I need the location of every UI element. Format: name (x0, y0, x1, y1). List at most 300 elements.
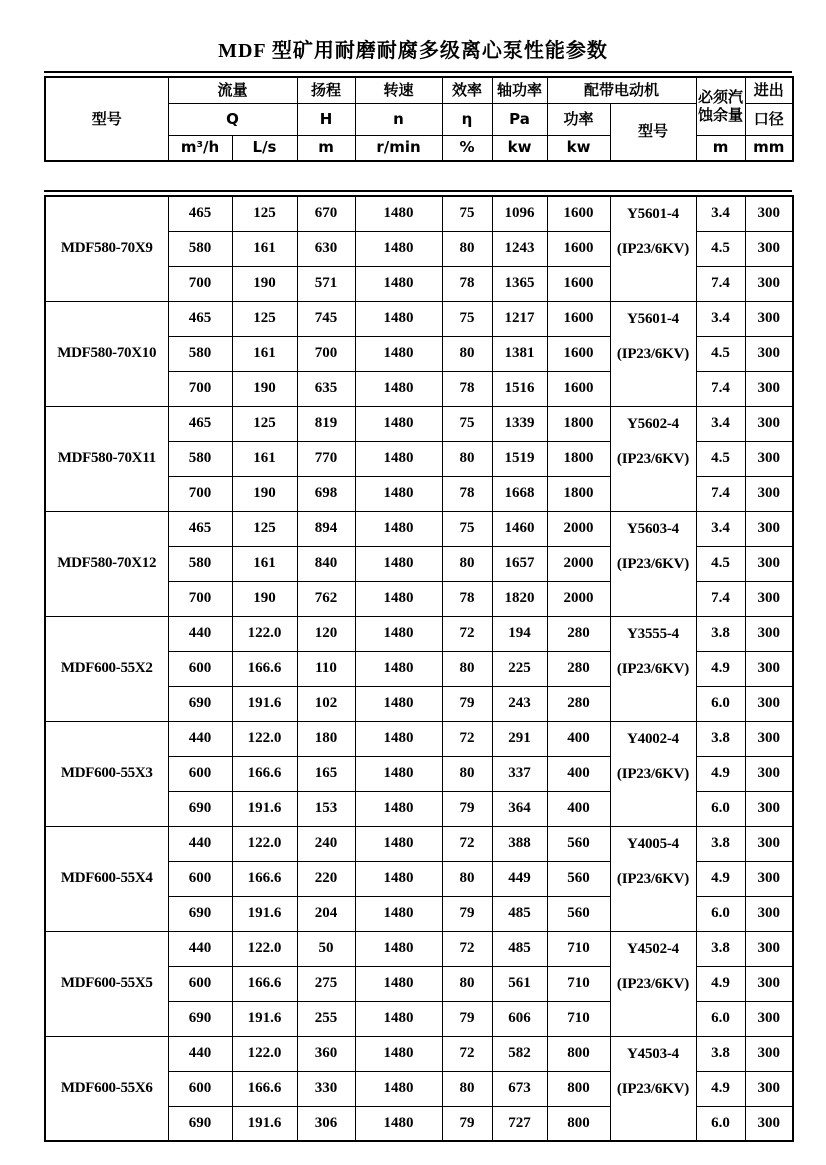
speed-cell: 1480 (355, 651, 442, 686)
motor-model: Y4005-4 (627, 835, 679, 852)
head-cell: 240 (297, 826, 355, 861)
head-cell: 698 (297, 476, 355, 511)
head-cell: 330 (297, 1071, 355, 1106)
port-cell: 300 (745, 721, 793, 756)
flow-m3h-cell: 690 (168, 686, 232, 721)
pump-model-cell: MDF580-70X11 (45, 406, 168, 511)
data-row (45, 826, 793, 861)
flow-m3h-cell: 690 (168, 1106, 232, 1141)
efficiency-cell: 79 (442, 896, 492, 931)
flow-ls-cell: 166.6 (232, 651, 297, 686)
speed-cell: 1480 (355, 896, 442, 931)
npsh-cell: 3.8 (696, 721, 745, 756)
npsh-cell: 6.0 (696, 896, 745, 931)
npsh-cell: 7.4 (696, 581, 745, 616)
flow-ls-cell: 122.0 (232, 1036, 297, 1071)
motor-power-cell: 280 (547, 616, 610, 651)
motor-power-cell: 1600 (547, 301, 610, 336)
header-table (44, 76, 794, 162)
shaft-power-cell: 1516 (492, 371, 547, 406)
head-cell: 762 (297, 581, 355, 616)
npsh-cell: 3.4 (696, 301, 745, 336)
double-rule-top-header (44, 71, 792, 73)
npsh-cell: 3.4 (696, 406, 745, 441)
flow-m3h-cell: 440 (168, 1036, 232, 1071)
head-symbol: H (297, 103, 355, 135)
head-cell: 220 (297, 861, 355, 896)
shaft-power-cell: 1820 (492, 581, 547, 616)
shaft-power-cell: 1657 (492, 546, 547, 581)
flow-ls-cell: 125 (232, 196, 297, 231)
efficiency-cell: 80 (442, 651, 492, 686)
head-cell: 571 (297, 266, 355, 301)
efficiency-cell: 78 (442, 476, 492, 511)
data-row (45, 721, 793, 756)
flow-m3h-cell: 465 (168, 196, 232, 231)
efficiency-cell: 80 (442, 756, 492, 791)
flow-m3h-cell: 580 (168, 231, 232, 266)
efficiency-cell: 79 (442, 1001, 492, 1036)
motor-spec: (IP23/6KV) (616, 241, 690, 257)
head-cell: 630 (297, 231, 355, 266)
shaft-power-cell: 225 (492, 651, 547, 686)
col-header-shaft-power: 轴功率 (492, 77, 547, 103)
shaft-power-cell: 1519 (492, 441, 547, 476)
pump-model-cell: MDF600-55X2 (45, 616, 168, 721)
motor-power-cell: 280 (547, 651, 610, 686)
motor-power-cell: 1600 (547, 196, 610, 231)
motor-power-cell: 400 (547, 756, 610, 791)
efficiency-cell: 80 (442, 1071, 492, 1106)
port-cell: 300 (745, 196, 793, 231)
motor-power-cell: 560 (547, 861, 610, 896)
motor-model-label: 型号 (610, 103, 696, 161)
port-cell: 300 (745, 511, 793, 546)
npsh-cell: 4.5 (696, 441, 745, 476)
npsh-cell: 4.9 (696, 861, 745, 896)
shaft-power-cell: 582 (492, 1036, 547, 1071)
head-cell: 204 (297, 896, 355, 931)
motor-power-label: 功率 (547, 103, 610, 135)
double-rule-top-body (44, 190, 792, 192)
motor-power-cell: 400 (547, 791, 610, 826)
head-cell: 165 (297, 756, 355, 791)
port-cell: 300 (745, 791, 793, 826)
port-cell: 300 (745, 686, 793, 721)
motor-model: Y5601-4 (627, 310, 679, 327)
motor-power-cell: 400 (547, 721, 610, 756)
flow-m3h-cell: 440 (168, 931, 232, 966)
flow-m3h-cell: 700 (168, 266, 232, 301)
motor-model-cell (610, 511, 696, 616)
efficiency-cell: 72 (442, 826, 492, 861)
motor-model: Y5603-4 (627, 520, 679, 537)
npsh-cell: 3.8 (696, 1036, 745, 1071)
efficiency-cell: 75 (442, 511, 492, 546)
page-title: MDF 型矿用耐磨耐腐多级离心泵性能参数 (218, 40, 608, 62)
speed-cell: 1480 (355, 336, 442, 371)
efficiency-cell: 75 (442, 406, 492, 441)
speed-cell: 1480 (355, 371, 442, 406)
npsh-cell: 6.0 (696, 686, 745, 721)
pump-model-cell: MDF580-70X10 (45, 301, 168, 406)
data-row (45, 931, 793, 966)
flow-m3h-cell: 580 (168, 336, 232, 371)
motor-power-cell: 560 (547, 896, 610, 931)
flow-m3h-cell: 465 (168, 406, 232, 441)
speed-cell: 1480 (355, 406, 442, 441)
flow-ls-cell: 122.0 (232, 721, 297, 756)
speed-cell: 1480 (355, 616, 442, 651)
motor-model-cell (610, 826, 696, 931)
flow-ls-cell: 161 (232, 336, 297, 371)
flow-m3h-cell: 600 (168, 756, 232, 791)
flow-ls-cell: 166.6 (232, 1071, 297, 1106)
head-cell: 894 (297, 511, 355, 546)
head-cell: 50 (297, 931, 355, 966)
unit-m: m (297, 135, 355, 161)
head-cell: 635 (297, 371, 355, 406)
head-cell: 306 (297, 1106, 355, 1141)
pump-model-cell: MDF600-55X3 (45, 721, 168, 826)
speed-cell: 1480 (355, 1036, 442, 1071)
shaft-power-cell: 1243 (492, 231, 547, 266)
efficiency-cell: 80 (442, 231, 492, 266)
npsh-cell: 4.9 (696, 756, 745, 791)
flow-m3h-cell: 690 (168, 1001, 232, 1036)
flow-m3h-cell: 440 (168, 826, 232, 861)
flow-ls-cell: 191.6 (232, 1106, 297, 1141)
port-cell: 300 (745, 581, 793, 616)
port-cell: 300 (745, 896, 793, 931)
flow-m3h-cell: 690 (168, 791, 232, 826)
shaft-power-cell: 1096 (492, 196, 547, 231)
flow-ls-cell: 190 (232, 371, 297, 406)
body-table-wrap (44, 190, 792, 1142)
speed-cell: 1480 (355, 266, 442, 301)
efficiency-cell: 79 (442, 686, 492, 721)
npsh-cell: 3.4 (696, 511, 745, 546)
flow-ls-cell: 191.6 (232, 686, 297, 721)
col-header-flow: 流量 (168, 77, 297, 103)
unit-kw-shaft: kw (492, 135, 547, 161)
speed-symbol: n (355, 103, 442, 135)
data-row (45, 301, 793, 336)
data-row (45, 1036, 793, 1071)
flow-ls-cell: 190 (232, 476, 297, 511)
npsh-cell: 3.8 (696, 931, 745, 966)
npsh-cell: 4.5 (696, 336, 745, 371)
motor-power-cell: 560 (547, 826, 610, 861)
speed-cell: 1480 (355, 721, 442, 756)
port-cell: 300 (745, 826, 793, 861)
motor-power-cell: 1800 (547, 476, 610, 511)
flow-ls-cell: 166.6 (232, 966, 297, 1001)
col-header-efficiency: 效率 (442, 77, 492, 103)
efficiency-cell: 79 (442, 1106, 492, 1141)
port-cell: 300 (745, 1036, 793, 1071)
efficiency-cell: 80 (442, 861, 492, 896)
flow-m3h-cell: 700 (168, 581, 232, 616)
npsh-cell: 4.9 (696, 651, 745, 686)
unit-ls: L/s (232, 135, 297, 161)
motor-spec: (IP23/6KV) (616, 450, 690, 467)
motor-model-cell (610, 616, 696, 721)
unit-rmin: r/min (355, 135, 442, 161)
efficiency-cell: 80 (442, 546, 492, 581)
motor-power-cell: 710 (547, 966, 610, 1001)
motor-model: Y4503-4 (627, 1045, 679, 1062)
port-cell: 300 (745, 931, 793, 966)
efficiency-cell: 72 (442, 1036, 492, 1071)
motor-power-cell: 800 (547, 1106, 610, 1141)
motor-power-cell: 800 (547, 1071, 610, 1106)
shaft-power-cell: 727 (492, 1106, 547, 1141)
speed-cell: 1480 (355, 196, 442, 231)
shaft-power-cell: 364 (492, 791, 547, 826)
shaft-power-cell: 291 (492, 721, 547, 756)
head-cell: 110 (297, 651, 355, 686)
unit-percent: % (442, 135, 492, 161)
port-cell: 300 (745, 371, 793, 406)
data-table (44, 195, 794, 1142)
flow-m3h-cell: 600 (168, 861, 232, 896)
motor-power-cell: 1800 (547, 406, 610, 441)
motor-spec: (IP23/6KV) (616, 765, 690, 782)
npsh-cell: 4.5 (696, 546, 745, 581)
motor-power-cell: 1600 (547, 371, 610, 406)
pump-model-cell: MDF600-55X5 (45, 931, 168, 1036)
speed-cell: 1480 (355, 1106, 442, 1141)
npsh-cell: 3.8 (696, 826, 745, 861)
speed-cell: 1480 (355, 791, 442, 826)
motor-spec: (IP23/6KV) (616, 345, 690, 362)
flow-ls-cell: 190 (232, 581, 297, 616)
speed-cell: 1480 (355, 756, 442, 791)
port-cell: 300 (745, 441, 793, 476)
shaft-power-cell: 485 (492, 931, 547, 966)
efficiency-cell: 80 (442, 441, 492, 476)
speed-cell: 1480 (355, 861, 442, 896)
npsh-cell: 4.5 (696, 231, 745, 266)
motor-model: Y5601-4 (627, 206, 679, 222)
col-header-motor: 配带电动机 (547, 77, 696, 103)
motor-power-cell: 2000 (547, 581, 610, 616)
flow-m3h-cell: 440 (168, 616, 232, 651)
head-cell: 670 (297, 196, 355, 231)
flow-ls-cell: 190 (232, 266, 297, 301)
flow-ls-cell: 161 (232, 231, 297, 266)
motor-spec: (IP23/6KV) (616, 660, 690, 677)
shaft-power-cell: 1460 (492, 511, 547, 546)
shaft-power-cell: 561 (492, 966, 547, 1001)
flow-m3h-cell: 700 (168, 371, 232, 406)
pump-model-cell: MDF580-70X12 (45, 511, 168, 616)
motor-power-cell: 710 (547, 1001, 610, 1036)
motor-model: Y5602-4 (627, 415, 679, 432)
motor-power-cell: 2000 (547, 511, 610, 546)
port-cell: 300 (745, 756, 793, 791)
shaft-power-cell: 1217 (492, 301, 547, 336)
efficiency-cell: 72 (442, 931, 492, 966)
port-cell: 300 (745, 546, 793, 581)
speed-cell: 1480 (355, 1001, 442, 1036)
head-cell: 180 (297, 721, 355, 756)
flow-m3h-cell: 600 (168, 651, 232, 686)
motor-spec: (IP23/6KV) (616, 870, 690, 887)
flow-ls-cell: 166.6 (232, 861, 297, 896)
shaft-power-cell: 337 (492, 756, 547, 791)
npsh-cell: 6.0 (696, 1001, 745, 1036)
head-cell: 819 (297, 406, 355, 441)
efficiency-cell: 78 (442, 581, 492, 616)
flow-m3h-cell: 465 (168, 511, 232, 546)
port-cell: 300 (745, 476, 793, 511)
flow-m3h-cell: 580 (168, 441, 232, 476)
head-cell: 840 (297, 546, 355, 581)
flow-ls-cell: 166.6 (232, 756, 297, 791)
npsh-cell: 3.8 (696, 616, 745, 651)
motor-model-cell (610, 721, 696, 826)
port-cell: 300 (745, 616, 793, 651)
data-row (45, 406, 793, 441)
data-row (45, 196, 793, 231)
flow-ls-cell: 191.6 (232, 1001, 297, 1036)
motor-model-cell (610, 931, 696, 1036)
speed-cell: 1480 (355, 441, 442, 476)
motor-model-cell (610, 301, 696, 406)
motor-power-cell: 710 (547, 931, 610, 966)
efficiency-cell: 80 (442, 966, 492, 1001)
efficiency-cell: 72 (442, 721, 492, 756)
port-cell: 300 (745, 966, 793, 1001)
efficiency-cell: 75 (442, 196, 492, 231)
efficiency-cell: 78 (442, 371, 492, 406)
col-header-npsh: 必须汽蚀余量 (696, 77, 745, 135)
head-cell: 770 (297, 441, 355, 476)
efficiency-cell: 78 (442, 266, 492, 301)
npsh-cell: 6.0 (696, 1106, 745, 1141)
data-table-body (45, 196, 793, 1141)
shaft-power-cell: 1365 (492, 266, 547, 301)
flow-m3h-cell: 600 (168, 966, 232, 1001)
port-cell: 300 (745, 861, 793, 896)
flow-ls-cell: 125 (232, 301, 297, 336)
head-cell: 745 (297, 301, 355, 336)
flow-ls-cell: 122.0 (232, 826, 297, 861)
flow-m3h-cell: 690 (168, 896, 232, 931)
motor-power-cell: 280 (547, 686, 610, 721)
efficiency-symbol: η (442, 103, 492, 135)
unit-m3h: m³/h (168, 135, 232, 161)
motor-power-cell: 1600 (547, 231, 610, 266)
flow-m3h-cell: 580 (168, 546, 232, 581)
shaft-power-cell: 1339 (492, 406, 547, 441)
npsh-cell: 7.4 (696, 371, 745, 406)
flow-ls-cell: 122.0 (232, 931, 297, 966)
port-cell: 300 (745, 1001, 793, 1036)
port-cell: 300 (745, 1106, 793, 1141)
efficiency-cell: 79 (442, 791, 492, 826)
motor-power-cell: 800 (547, 1036, 610, 1071)
motor-model: Y3555-4 (627, 625, 679, 642)
unit-kw-motor: kw (547, 135, 610, 161)
col-header-model: 型号 (45, 77, 168, 161)
col-header-head: 扬程 (297, 77, 355, 103)
header-table-wrap (44, 71, 792, 162)
unit-port-mm: mm (745, 135, 793, 161)
port-cell: 300 (745, 1071, 793, 1106)
port-cell: 300 (745, 231, 793, 266)
pump-model-cell: MDF600-55X4 (45, 826, 168, 931)
flow-m3h-cell: 465 (168, 301, 232, 336)
speed-cell: 1480 (355, 231, 442, 266)
motor-model-cell (610, 1036, 696, 1141)
port-cell: 300 (745, 266, 793, 301)
motor-power-cell: 1600 (547, 266, 610, 301)
motor-spec: (IP23/6KV) (616, 975, 690, 992)
head-cell: 102 (297, 686, 355, 721)
flow-ls-cell: 125 (232, 511, 297, 546)
speed-cell: 1480 (355, 511, 442, 546)
head-cell: 255 (297, 1001, 355, 1036)
port-cell: 300 (745, 336, 793, 371)
motor-power-cell: 1800 (547, 441, 610, 476)
flow-m3h-cell: 440 (168, 721, 232, 756)
motor-model: Y4502-4 (627, 940, 679, 957)
shaft-power-cell: 1381 (492, 336, 547, 371)
speed-cell: 1480 (355, 476, 442, 511)
head-cell: 700 (297, 336, 355, 371)
motor-power-cell: 1600 (547, 336, 610, 371)
shaft-power-cell: 673 (492, 1071, 547, 1106)
port-cell: 300 (745, 406, 793, 441)
head-cell: 275 (297, 966, 355, 1001)
shaft-power-symbol: Pa (492, 103, 547, 135)
col-header-speed: 转速 (355, 77, 442, 103)
data-row (45, 511, 793, 546)
flow-m3h-cell: 700 (168, 476, 232, 511)
flow-ls-cell: 161 (232, 546, 297, 581)
port-cell: 300 (745, 301, 793, 336)
motor-power-cell: 2000 (547, 546, 610, 581)
shaft-power-cell: 606 (492, 1001, 547, 1036)
shaft-power-cell: 449 (492, 861, 547, 896)
data-row (45, 616, 793, 651)
speed-cell: 1480 (355, 931, 442, 966)
unit-npsh-m: m (696, 135, 745, 161)
motor-spec: (IP23/6KV) (616, 1080, 690, 1097)
motor-model-cell (610, 196, 696, 301)
motor-model: Y4002-4 (627, 730, 679, 747)
pump-model-cell: MDF580-70X9 (45, 196, 168, 301)
shaft-power-cell: 388 (492, 826, 547, 861)
shaft-power-cell: 243 (492, 686, 547, 721)
pump-model-cell: MDF600-55X6 (45, 1036, 168, 1141)
col-header-port-line1: 进出 (745, 77, 793, 103)
shaft-power-cell: 485 (492, 896, 547, 931)
port-cell: 300 (745, 651, 793, 686)
npsh-cell: 7.4 (696, 476, 745, 511)
motor-spec: (IP23/6KV) (616, 555, 690, 572)
efficiency-cell: 72 (442, 616, 492, 651)
speed-cell: 1480 (355, 301, 442, 336)
flow-ls-cell: 191.6 (232, 791, 297, 826)
speed-cell: 1480 (355, 581, 442, 616)
flow-ls-cell: 122.0 (232, 616, 297, 651)
npsh-cell: 7.4 (696, 266, 745, 301)
efficiency-cell: 80 (442, 336, 492, 371)
